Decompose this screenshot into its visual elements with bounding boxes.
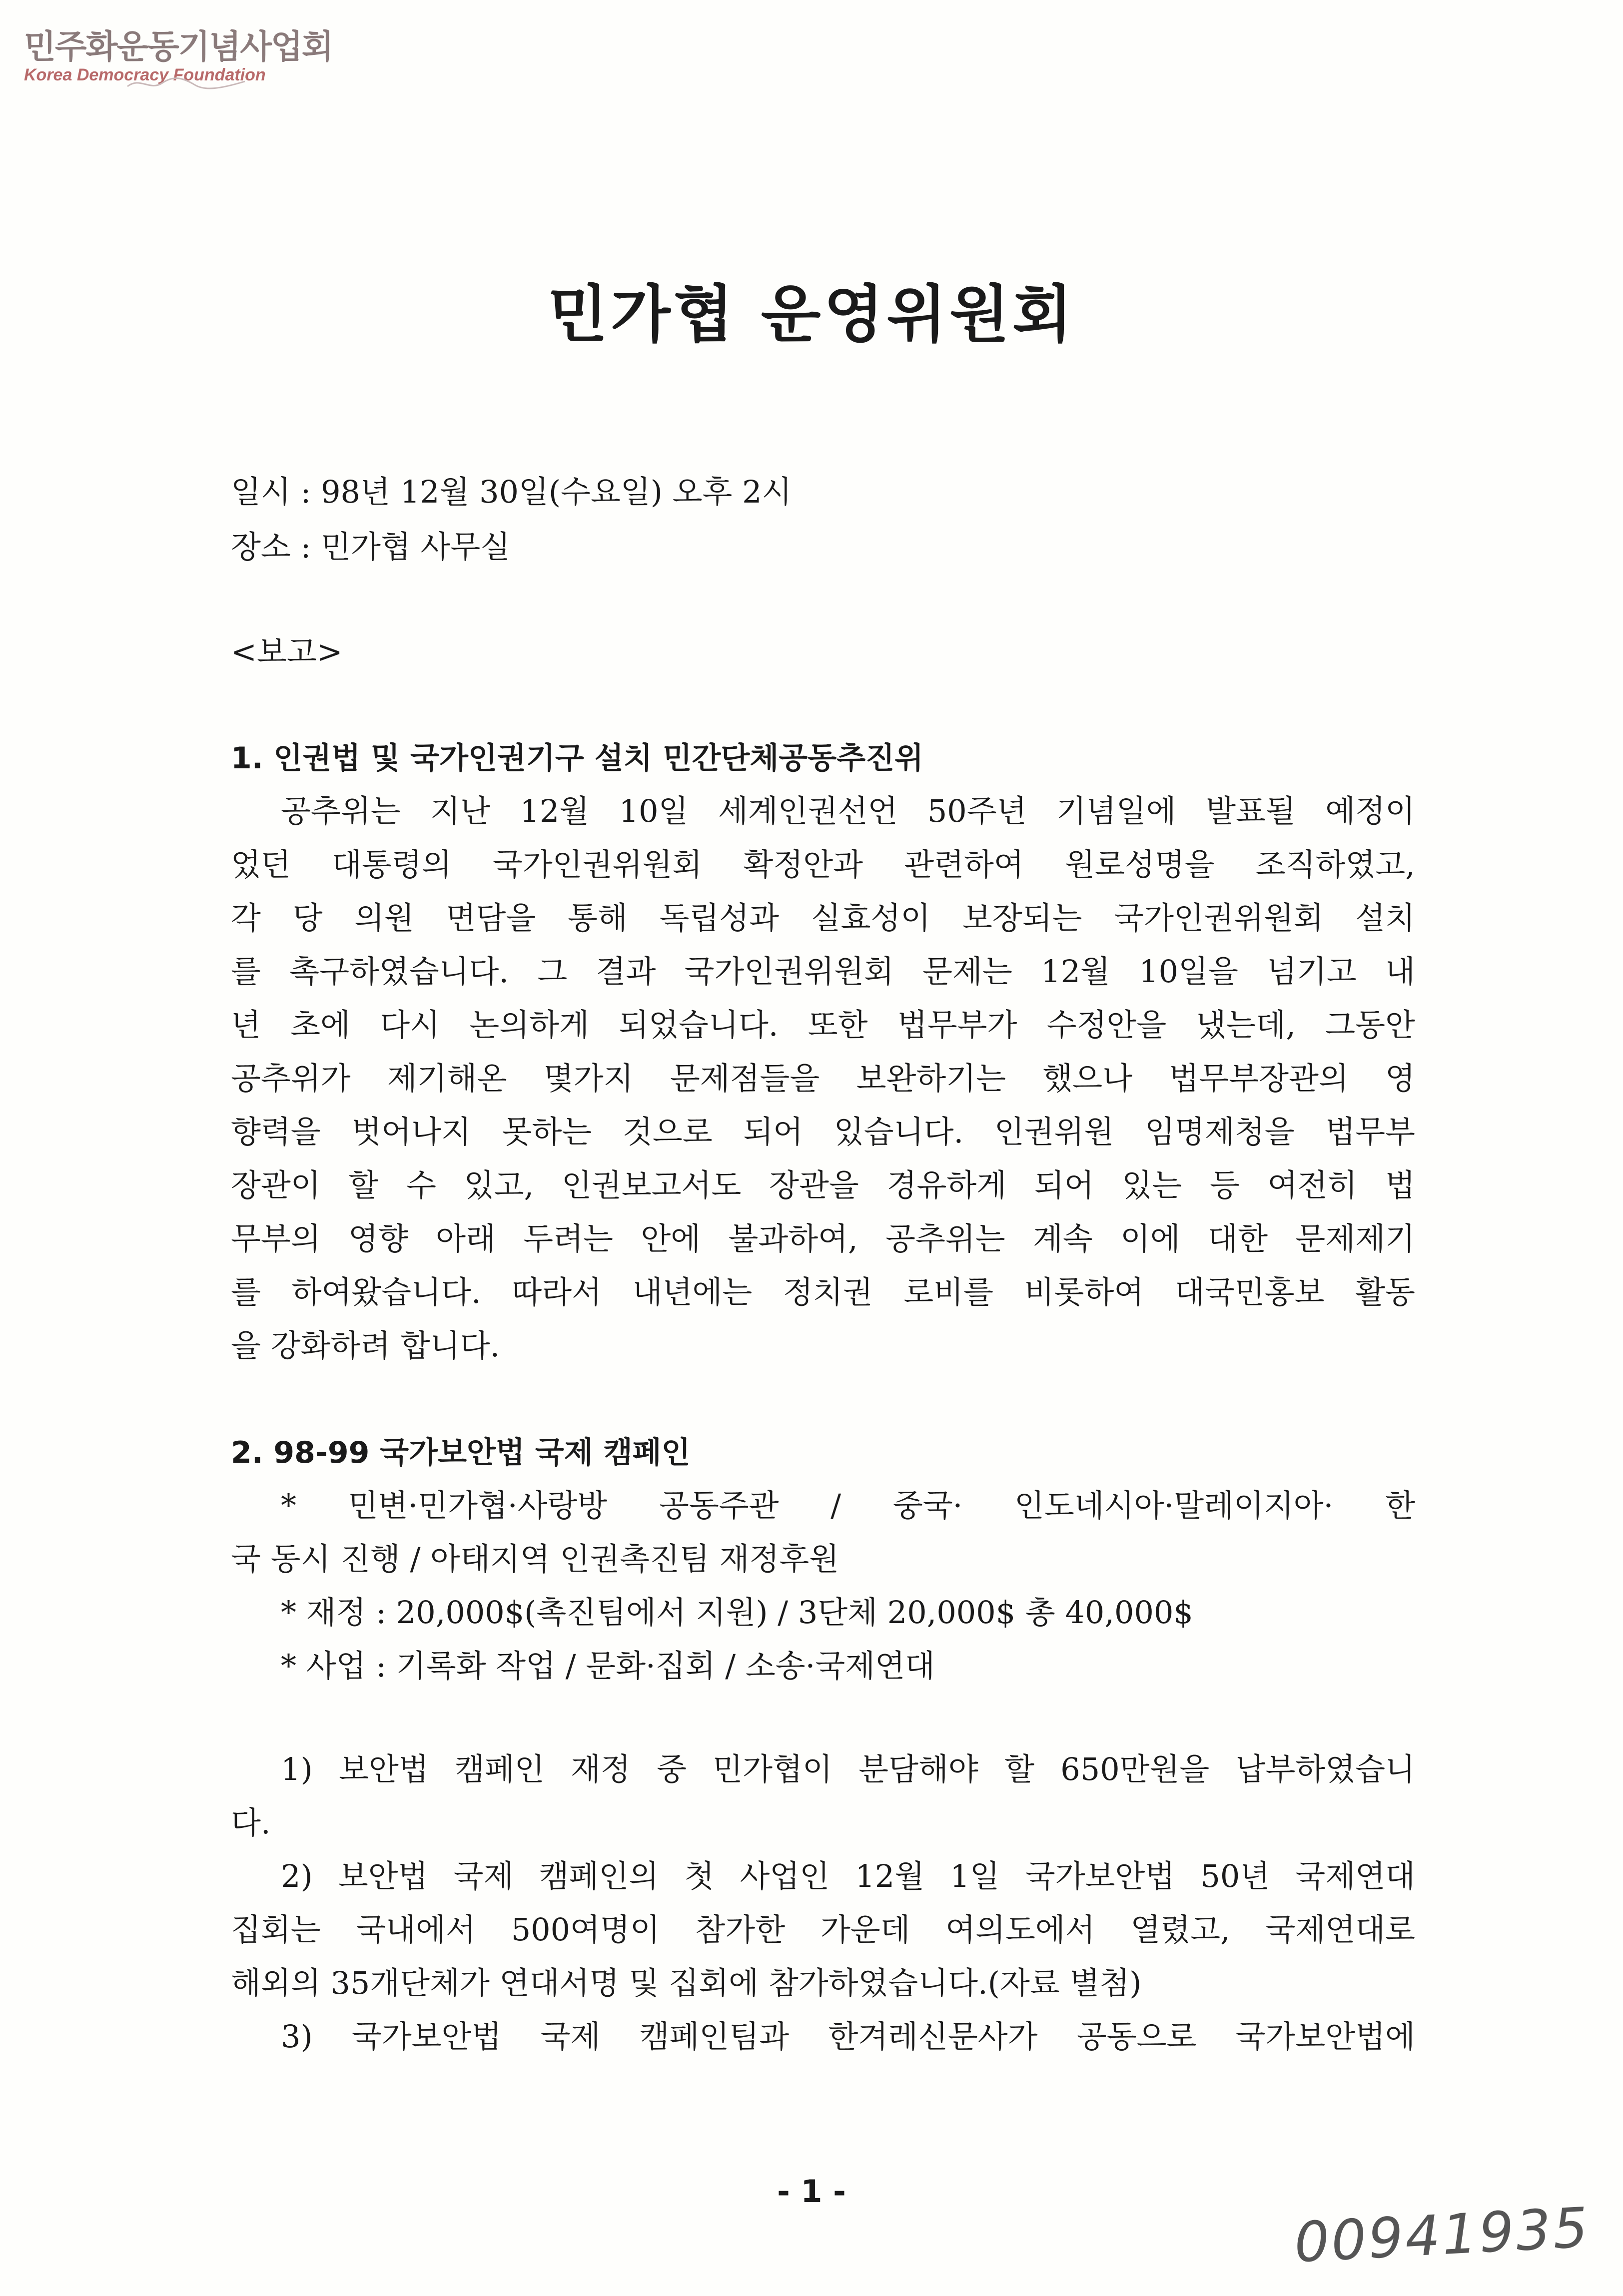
item-line: 3) 국가보안법 국제 캠페인팀과 한겨레신문사가 공동으로 국가보안법에 (281, 2018, 1415, 2055)
stamp-org-english: Korea Democracy Foundation (24, 65, 266, 84)
text-line: 를 하여왔습니다. 따라서 내년에는 정치권 로비를 비롯하여 대국민홍보 활동 (231, 1274, 1415, 1310)
text-line: 각 당 의원 면담을 통해 독립성과 실효성이 보장되는 국가인권위원회 설치 (231, 900, 1415, 936)
item-line: 2) 보안법 국제 캠페인의 첫 사업인 12월 1일 국가보안법 50년 국제연대 (281, 1858, 1415, 1894)
page-number: - 1 - (777, 2173, 846, 2210)
text-line: 향력을 벗어나지 못하는 것으로 되어 있습니다. 인권위원 임명제청을 법무부 (231, 1114, 1415, 1150)
item-line: 1) 보안법 캠페인 재정 중 민가협이 분담해야 할 650만원을 납부하였습니 (281, 1751, 1415, 1787)
spacer (231, 1693, 1415, 1742)
section1-paragraph (231, 784, 1415, 1372)
text-line: 년 초에 다시 논의하게 되었습니다. 또한 법무부가 수정안을 냈는데, 그동안 (231, 1007, 1415, 1043)
item-line: 해외의 35개단체가 연대서명 및 집회에 참가하였습니다.(자료 별첨) (231, 1965, 1142, 2001)
section1-heading: 1. 인권법 및 국가인권기구 설치 민간단체공동추진위 (231, 741, 924, 776)
text-line: 장관이 할 수 있고, 인권보고서도 장관을 경유하게 되어 있는 등 여전히 법 (231, 1167, 1415, 1203)
meeting-meta (231, 465, 792, 574)
bullet-line: * 사업 : 기록화 작업 / 문화·집회 / 소송·국제연대 (281, 1648, 935, 1684)
section2-heading: 2. 98-99 국가보안법 국제 캠페인 (231, 1435, 691, 1470)
report-label: <보고> (231, 633, 343, 670)
text-line: 을 강화하려 합니다. (231, 1327, 500, 1364)
page-title: 민가협 운영위원회 (548, 279, 1075, 351)
bullet-line: * 재정 : 20,000$(촉진팀에서 지원) / 3단체 20,000$ 총 40,000$ (281, 1594, 1193, 1631)
text-line: 무부의 영향 아래 두려는 안에 불과하여, 공추위는 계속 이에 대한 문제제기 (231, 1220, 1415, 1257)
text-line: 공추위는 지난 12월 10일 세계인권선언 50주년 기념일에 발표될 예정이 (281, 793, 1415, 829)
handwritten-doc-number: 00941935 (1293, 2195, 1592, 2275)
text-line: 를 촉구하였습니다. 그 결과 국가인권위원회 문제는 12월 10일을 넘기고 내 (231, 953, 1415, 990)
meeting-place: 장소 : 민가협 사무실 (231, 529, 511, 565)
meeting-datetime: 일시 : 98년 12월 30일(수요일) 오후 2시 (231, 474, 792, 510)
stamp-signature-mark (125, 74, 250, 94)
stamp-org-korean: 민주화운동기념사업회 (24, 27, 333, 66)
section2-body (231, 1479, 1415, 2063)
text-line: 었던 대통령의 국가인권위원회 확정안과 관련하여 원로성명을 조직하였고, (231, 846, 1415, 883)
item-line: 집회는 국내에서 500여명이 참가한 가운데 여의도에서 열렸고, 국제연대로 (231, 1911, 1415, 1948)
bullet-line: 국 동시 진행 / 아태지역 인권촉진팀 재정후원 (231, 1541, 839, 1577)
item-line: 다. (231, 1804, 271, 1841)
bullet-line: * 민변·민가협·사랑방 공동주관 / 중국· 인도네시아·말레이지아· 한 (281, 1487, 1415, 1524)
text-line: 공추위가 제기해온 몇가지 문제점들을 보완하기는 했으나 법무부장관의 영 (231, 1060, 1415, 1097)
